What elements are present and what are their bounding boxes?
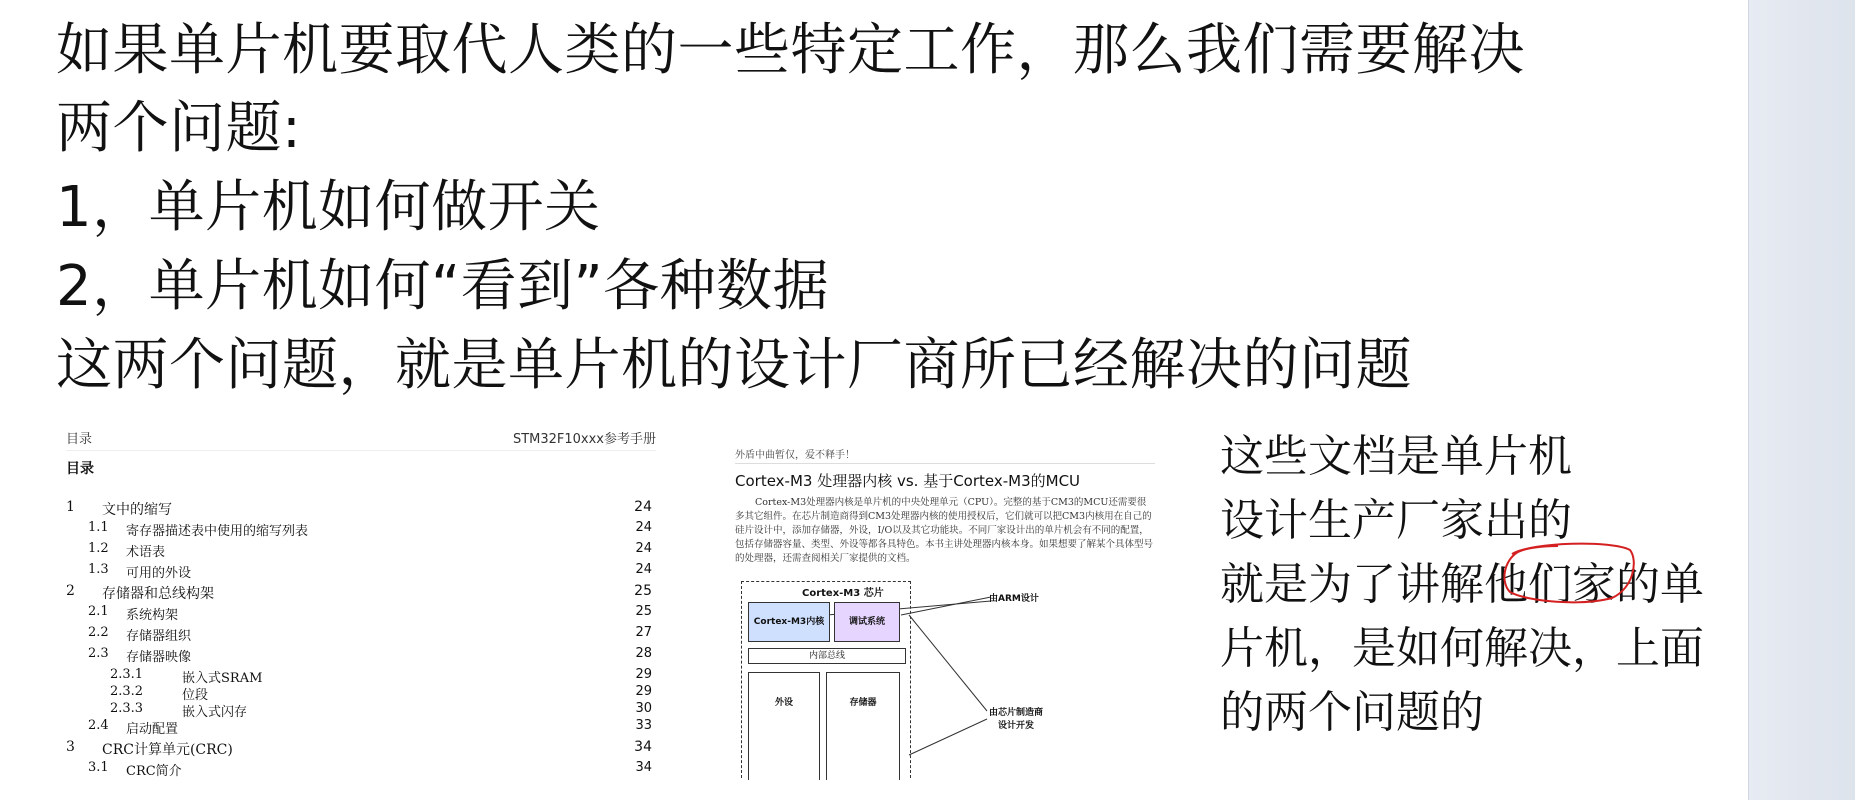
toc-title: 寄存器描述表中使用的缩写列表 — [126, 524, 309, 539]
toc-page: 29 — [635, 684, 652, 699]
toc-page: 34 — [635, 760, 652, 775]
chip-label: Cortex-M3 芯片 — [802, 588, 884, 599]
toc-title: 可用的外设 — [126, 566, 192, 581]
toc-title: CRC计算单元(CRC) — [102, 742, 233, 758]
toc-page: 25 — [634, 583, 652, 599]
toc-num: 3 — [66, 739, 75, 755]
note-vendor-line-2: 设计开发 — [998, 721, 1035, 731]
toc-page: 27 — [635, 625, 652, 640]
toc-title: 位段 — [182, 688, 209, 703]
toc-header — [66, 428, 656, 451]
toc-row — [66, 562, 652, 583]
toc-row — [66, 739, 652, 760]
peripheral-box: 外设 — [748, 672, 820, 780]
toc-title: 存储器组织 — [126, 629, 192, 644]
toc-document-image — [56, 420, 666, 780]
note-arm: 由ARM设计 — [989, 594, 1039, 604]
memory-box: 存储器 — [826, 672, 900, 780]
toc-num: 2.3.3 — [110, 701, 144, 716]
toc-page: 30 — [635, 701, 652, 716]
toc-title: 存储器和总线构架 — [102, 586, 214, 602]
toc-title: 系统构架 — [126, 608, 179, 623]
toc-num: 1.1 — [88, 520, 109, 535]
debug-box: 调试系统 — [834, 602, 900, 642]
toc-header-right: STM32F10xxx参考手册 — [512, 432, 656, 447]
toc-row — [66, 499, 652, 520]
cm3-body: Cortex-M3处理器内核是单片机的中央处理单元（CPU）。完整的基于CM3的MCU还需要很多其它组件。在芯片制造商得到CM3处理器内核的使用授权后，它们就可以把CM3内核用在自己的硅片设计中，添加存储器，外设，I/O以及其它功能块。不同厂家设计出的单片机会有不同的配置，包括存储器容量、类型、外设等都各具特色。本书主讲处理器内核本身。如果想要了解某个具体型号的处理器，还需查阅相关厂家提供的文档。 — [735, 497, 1154, 564]
slide-line-4: 2，单片机如何“看到”各种数据 — [56, 254, 830, 319]
toc-num: 3.1 — [88, 760, 109, 775]
toc-list — [66, 499, 652, 780]
bus-box: 内部总线 — [748, 648, 906, 664]
toc-row — [66, 604, 652, 625]
toc-num: 2.3 — [88, 646, 109, 661]
toc-page: 24 — [635, 562, 652, 577]
toc-page: 25 — [635, 604, 652, 619]
toc-num: 2.1 — [88, 604, 109, 619]
toc-num: 2.3.2 — [110, 684, 144, 699]
slide-line-5: 这两个问题，就是单片机的设计厂商所已经解决的问题 — [56, 333, 1412, 398]
toc-num: 2.2 — [88, 625, 109, 640]
explain-line-1: 这些文档是单片机 — [1220, 431, 1572, 482]
chip-boundary — [741, 581, 911, 780]
slide-line-1: 如果单片机要取代人类的一些特定工作，那么我们需要解决 — [56, 18, 1525, 83]
toc-title: 存储器映像 — [126, 650, 192, 665]
toc-row — [66, 646, 652, 667]
toc-num: 1.3 — [88, 562, 109, 577]
toc-num: 2 — [66, 583, 75, 599]
slide-line-3: 1，单片机如何做开关 — [56, 175, 601, 240]
toc-row — [66, 684, 652, 701]
toc-row — [66, 718, 652, 739]
toc-row — [66, 625, 652, 646]
toc-num: 2.4 — [88, 718, 109, 733]
core-box: Cortex-M3内核 — [748, 602, 830, 642]
toc-row — [66, 667, 652, 684]
explain-line-5: 的两个问题的 — [1220, 687, 1484, 738]
explain-line-4: 片机，是如何解决，上面 — [1220, 623, 1704, 674]
toc-page: 34 — [634, 739, 652, 755]
toc-row — [66, 701, 652, 718]
toc-num: 2.3.1 — [110, 667, 144, 682]
cm3-diagram — [741, 575, 1151, 780]
toc-title: 术语表 — [126, 545, 166, 560]
note-vendor — [989, 705, 1043, 731]
cm3-title: Cortex-M3 处理器内核 vs. 基于Cortex-M3的MCU — [735, 472, 1081, 490]
cortex-m3-document-image — [727, 440, 1163, 780]
toc-heading: 目录 — [66, 461, 94, 477]
toc-title: 文中的缩写 — [102, 502, 172, 518]
toc-row — [66, 583, 652, 604]
toc-num: 1.2 — [88, 541, 109, 556]
cm3-top-text: 外盾中曲暂仅，爱不释手！ — [735, 446, 1155, 464]
toc-page: 24 — [635, 541, 652, 556]
toc-title: 嵌入式闪存 — [182, 705, 248, 720]
toc-row — [66, 520, 652, 541]
toc-row — [66, 760, 652, 780]
toc-page: 24 — [634, 499, 652, 515]
toc-page: 28 — [635, 646, 652, 661]
toc-page: 29 — [635, 667, 652, 682]
toc-title: 嵌入式SRAM — [182, 671, 263, 686]
toc-title: CRC简介 — [126, 764, 182, 779]
red-circle-annotation — [1502, 540, 1636, 604]
toc-num: 1 — [66, 499, 75, 515]
explain-line-3: 就是为了讲解他们家的单 — [1220, 559, 1704, 610]
note-vendor-line-1: 由芯片制造商 — [989, 708, 1044, 718]
slide-line-2: 两个问题: — [56, 96, 302, 161]
toc-header-left: 目录 — [66, 432, 93, 447]
toc-title: 启动配置 — [126, 722, 179, 737]
toc-page: 33 — [635, 718, 652, 733]
toc-page: 24 — [635, 520, 652, 535]
toc-row — [66, 541, 652, 562]
side-panel-scrollbar[interactable] — [1748, 0, 1855, 800]
explain-line-2: 设计生产厂家出的 — [1220, 495, 1572, 546]
